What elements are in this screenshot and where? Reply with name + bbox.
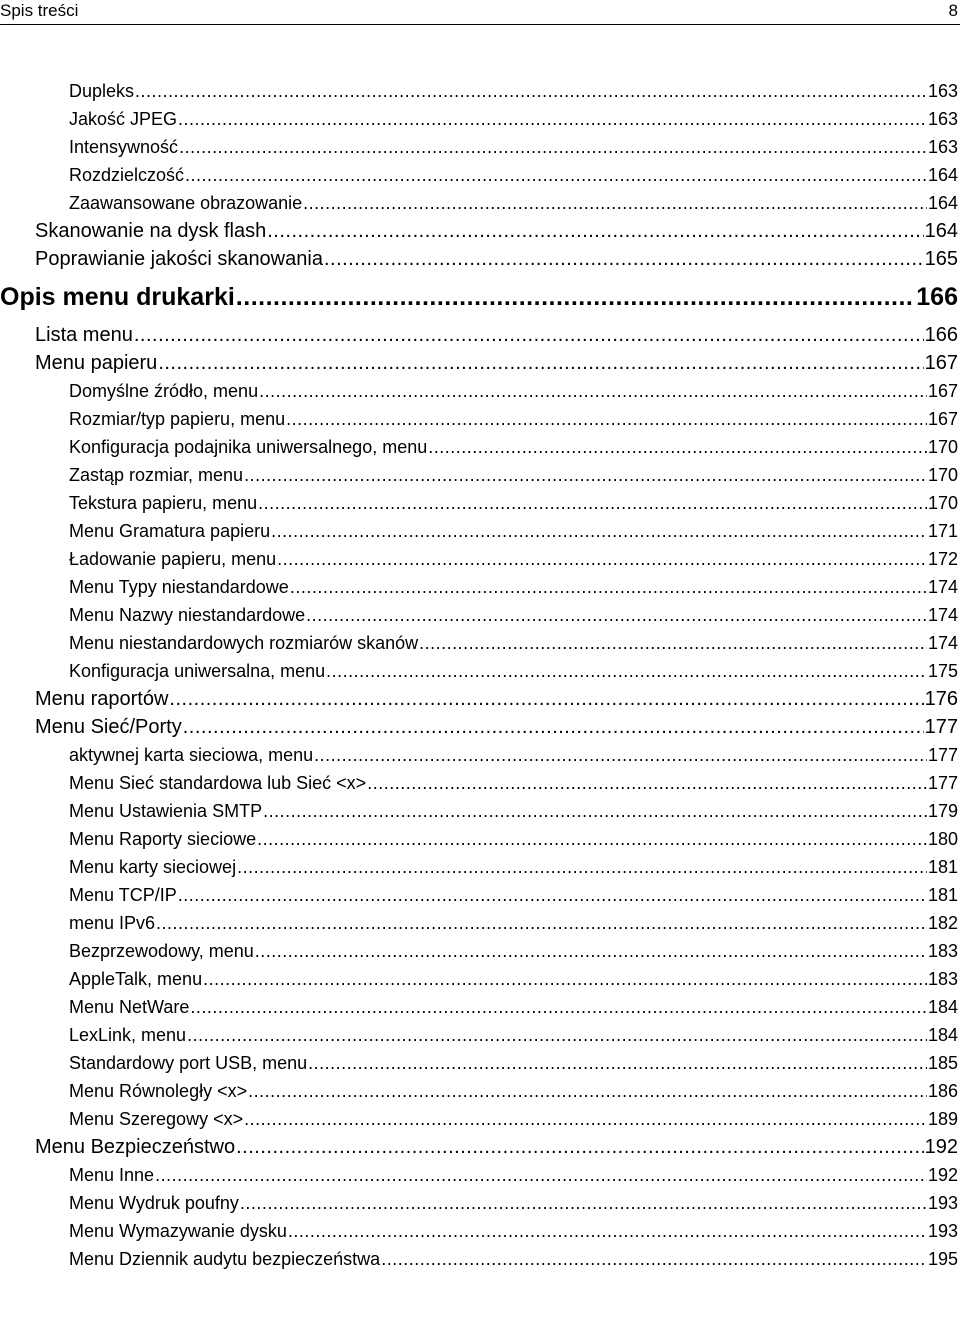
toc-entry-title: Rozdzielczość (69, 165, 185, 185)
toc-entry[interactable] (0, 1105, 958, 1133)
toc-entry-title: Menu Dziennik audytu bezpieczeństwa (69, 1249, 381, 1269)
toc-entry[interactable] (0, 601, 958, 629)
toc-dot-leader (267, 217, 923, 245)
toc-entry-title: Menu papieru (35, 352, 158, 374)
toc-dot-leader (185, 161, 927, 189)
toc-dot-leader (244, 461, 927, 489)
toc-entry-title: Intensywność (69, 137, 179, 157)
toc-entry-title: Domyślne źródło, menu (69, 381, 259, 401)
toc-entry-page: 192 (924, 1136, 958, 1158)
toc-dot-leader (237, 853, 927, 881)
toc-dot-leader (134, 321, 924, 349)
toc-entry[interactable] (0, 405, 958, 433)
toc-entry[interactable] (0, 77, 958, 105)
toc-dot-leader (257, 825, 927, 853)
toc-entry-page: 186 (927, 1081, 958, 1101)
toc-entry-title: Zastąp rozmiar, menu (69, 465, 244, 485)
toc-entry-title: Konfiguracja podajnika uniwersalnego, menu (69, 437, 428, 457)
toc-entry-page: 177 (924, 716, 958, 738)
toc-entry-page: 193 (927, 1221, 958, 1241)
toc-entry-page: 180 (927, 829, 958, 849)
toc-dot-leader (240, 1189, 927, 1217)
toc-entry-page: 163 (927, 81, 958, 101)
toc-entry-page: 195 (927, 1249, 958, 1269)
toc-entry[interactable] (0, 909, 958, 937)
toc-entry-title: Tekstura papieru, menu (69, 493, 258, 513)
toc-dot-leader (178, 881, 927, 909)
toc-dot-leader (244, 1105, 927, 1133)
toc-entry-page: 167 (927, 381, 958, 401)
toc-entry-title: Menu Ustawienia SMTP (69, 801, 263, 821)
toc-dot-leader (314, 741, 927, 769)
toc-entry[interactable] (0, 797, 958, 825)
toc-dot-leader (135, 77, 927, 105)
toc-entry[interactable] (0, 629, 958, 657)
toc-entry-title: Menu niestandardowych rozmiarów skanów (69, 633, 419, 653)
toc-dot-leader (255, 937, 927, 965)
toc-entry[interactable] (0, 489, 958, 517)
toc-entry[interactable] (0, 685, 958, 713)
toc-entry[interactable] (0, 1077, 958, 1105)
toc-entry[interactable] (0, 1049, 958, 1077)
toc-entry-title: Menu Nazwy niestandardowe (69, 605, 306, 625)
toc-entry[interactable] (0, 461, 958, 489)
toc-entry[interactable] (0, 573, 958, 601)
toc-entry-page: 167 (927, 409, 958, 429)
toc-entry-title: Menu Gramatura papieru (69, 521, 271, 541)
toc-entry[interactable] (0, 161, 958, 189)
toc-entry-page: 164 (927, 193, 958, 213)
toc-entry-page: 163 (927, 109, 958, 129)
toc-dot-leader (178, 105, 927, 133)
toc-dot-leader (367, 769, 927, 797)
toc-entry-title: Menu TCP/IP (69, 885, 177, 905)
toc-dot-leader (155, 1161, 927, 1189)
toc-entry-page: 177 (927, 773, 958, 793)
toc-entry-title: Menu Wydruk poufny (69, 1193, 239, 1213)
toc-entry-title: Opis menu drukarki (0, 283, 235, 311)
toc-entry-page: 179 (927, 801, 958, 821)
toc-entry-page: 184 (927, 997, 958, 1017)
toc-entry[interactable] (0, 273, 958, 321)
toc-entry[interactable] (0, 1133, 958, 1161)
toc-entry[interactable] (0, 1021, 958, 1049)
header-page-number: 8 (948, 1, 958, 20)
toc-entry[interactable] (0, 1189, 958, 1217)
toc-entry-title: Skanowanie na dysk flash (35, 220, 267, 242)
toc-entry[interactable] (0, 741, 958, 769)
toc-entry-page: 182 (927, 913, 958, 933)
toc-dot-leader (419, 629, 927, 657)
toc-entry-page: 183 (927, 941, 958, 961)
toc-dot-leader (428, 433, 927, 461)
toc-entry-page: 189 (927, 1109, 958, 1129)
toc-dot-leader (308, 1049, 927, 1077)
toc-entry[interactable] (0, 853, 958, 881)
toc-entry-title: Menu Typy niestandardowe (69, 577, 289, 597)
toc-dot-leader (271, 517, 927, 545)
toc-dot-leader (156, 909, 927, 937)
toc-entry-page: 164 (924, 220, 958, 242)
toc-entry[interactable] (0, 377, 958, 405)
toc-entry[interactable] (0, 881, 958, 909)
toc-entry[interactable] (0, 545, 958, 573)
toc-entry[interactable] (0, 245, 958, 273)
toc-entry-page: 170 (927, 493, 958, 513)
toc-entry-title: Rozmiar/typ papieru, menu (69, 409, 286, 429)
toc-entry-title: Konfiguracja uniwersalna, menu (69, 661, 326, 681)
toc-entry-page: 192 (927, 1165, 958, 1185)
toc-entry[interactable] (0, 1161, 958, 1189)
toc-entry-title: Zaawansowane obrazowanie (69, 193, 303, 213)
toc-dot-leader (381, 1245, 927, 1273)
toc-entry-title: Menu Szeregowy <x> (69, 1109, 244, 1129)
toc-dot-leader (263, 797, 927, 825)
toc-entry-title: Menu Wymazywanie dysku (69, 1221, 287, 1241)
toc-entry-page: 181 (927, 885, 958, 905)
toc-entry-title: Menu Sieć standardowa lub Sieć <x> (69, 773, 367, 793)
toc-dot-leader (179, 133, 927, 161)
toc-entry-page: 166 (916, 283, 958, 311)
toc-entry-page: 175 (927, 661, 958, 681)
toc-dot-leader (190, 993, 927, 1021)
toc-entry-title: Menu Równoległy <x> (69, 1081, 248, 1101)
toc-entry-title: Jakość JPEG (69, 109, 178, 129)
toc-entry[interactable] (0, 713, 958, 741)
toc-entry-page: 163 (927, 137, 958, 157)
toc-entry[interactable] (0, 133, 958, 161)
toc-dot-leader (158, 349, 923, 377)
toc-entry-title: Standardowy port USB, menu (69, 1053, 308, 1073)
toc-entry-title: LexLink, menu (69, 1025, 187, 1045)
toc-entry[interactable] (0, 993, 958, 1021)
toc-entry-page: 185 (927, 1053, 958, 1073)
page-header (0, 0, 960, 25)
toc-entry[interactable] (0, 1245, 958, 1273)
toc-entry-page: 171 (927, 521, 958, 541)
toc-entry-title: Menu Raporty sieciowe (69, 829, 257, 849)
toc-dot-leader (277, 545, 927, 573)
toc-entry-page: 183 (927, 969, 958, 989)
toc-dot-leader (236, 1133, 924, 1161)
toc-entry-title: aktywnej karta sieciowa, menu (69, 745, 314, 765)
toc-dot-leader (259, 377, 927, 405)
toc-dot-leader (187, 1021, 927, 1049)
toc-entry-title: Menu NetWare (69, 997, 190, 1017)
toc-entry-page: 174 (927, 633, 958, 653)
toc-entry-page: 174 (927, 605, 958, 625)
toc-entry-page: 181 (927, 857, 958, 877)
toc-entry-title: Poprawianie jakości skanowania (35, 248, 323, 270)
toc-entry[interactable] (0, 657, 958, 685)
toc-dot-leader (326, 657, 927, 685)
toc-entry-title: menu IPv6 (69, 913, 156, 933)
toc-entry-page: 172 (927, 549, 958, 569)
toc-dot-leader (290, 573, 927, 601)
toc-entry-title: Menu Bezpieczeństwo (35, 1136, 236, 1158)
toc-entry[interactable] (0, 937, 958, 965)
toc-dot-leader (303, 189, 927, 217)
header-title: Spis treści (0, 1, 79, 20)
toc-entry[interactable] (0, 217, 958, 245)
toc-entry-title: Ładowanie papieru, menu (69, 549, 277, 569)
toc-entry-page: 184 (927, 1025, 958, 1045)
toc-dot-leader (236, 273, 915, 321)
toc-entry-page: 164 (927, 165, 958, 185)
toc-entry[interactable] (0, 965, 958, 993)
toc-entry-page: 170 (927, 437, 958, 457)
toc-dot-leader (288, 1217, 927, 1245)
toc-dot-leader (258, 489, 927, 517)
toc-entry[interactable] (0, 1217, 958, 1245)
toc-entry-page: 174 (927, 577, 958, 597)
toc-entry-title: AppleTalk, menu (69, 969, 203, 989)
toc-entry-title: Menu Sieć/Porty (35, 716, 182, 738)
toc-dot-leader (203, 965, 927, 993)
table-of-contents (0, 77, 958, 1273)
toc-dot-leader (286, 405, 927, 433)
toc-entry-page: 176 (924, 688, 958, 710)
toc-dot-leader (324, 245, 924, 273)
toc-entry[interactable] (0, 825, 958, 853)
toc-entry-page: 177 (927, 745, 958, 765)
toc-entry[interactable] (0, 769, 958, 797)
toc-entry-title: Bezprzewodowy, menu (69, 941, 254, 961)
toc-entry[interactable] (0, 349, 958, 377)
toc-entry-page: 165 (924, 248, 958, 270)
toc-dot-leader (169, 685, 923, 713)
toc-entry[interactable] (0, 321, 958, 349)
toc-entry-page: 193 (927, 1193, 958, 1213)
toc-entry-title: Menu raportów (35, 688, 169, 710)
toc-dot-leader (248, 1077, 927, 1105)
toc-entry[interactable] (0, 105, 958, 133)
toc-entry[interactable] (0, 517, 958, 545)
toc-entry[interactable] (0, 189, 958, 217)
toc-entry-title: Menu karty sieciowej (69, 857, 237, 877)
toc-entry-title: Lista menu (35, 324, 133, 346)
toc-entry[interactable] (0, 433, 958, 461)
toc-entry-title: Dupleks (69, 81, 135, 101)
toc-entry-title: Menu Inne (69, 1165, 155, 1185)
toc-dot-leader (306, 601, 927, 629)
toc-entry-page: 167 (924, 352, 958, 374)
toc-entry-page: 170 (927, 465, 958, 485)
toc-dot-leader (183, 713, 924, 741)
toc-entry-page: 166 (924, 324, 958, 346)
